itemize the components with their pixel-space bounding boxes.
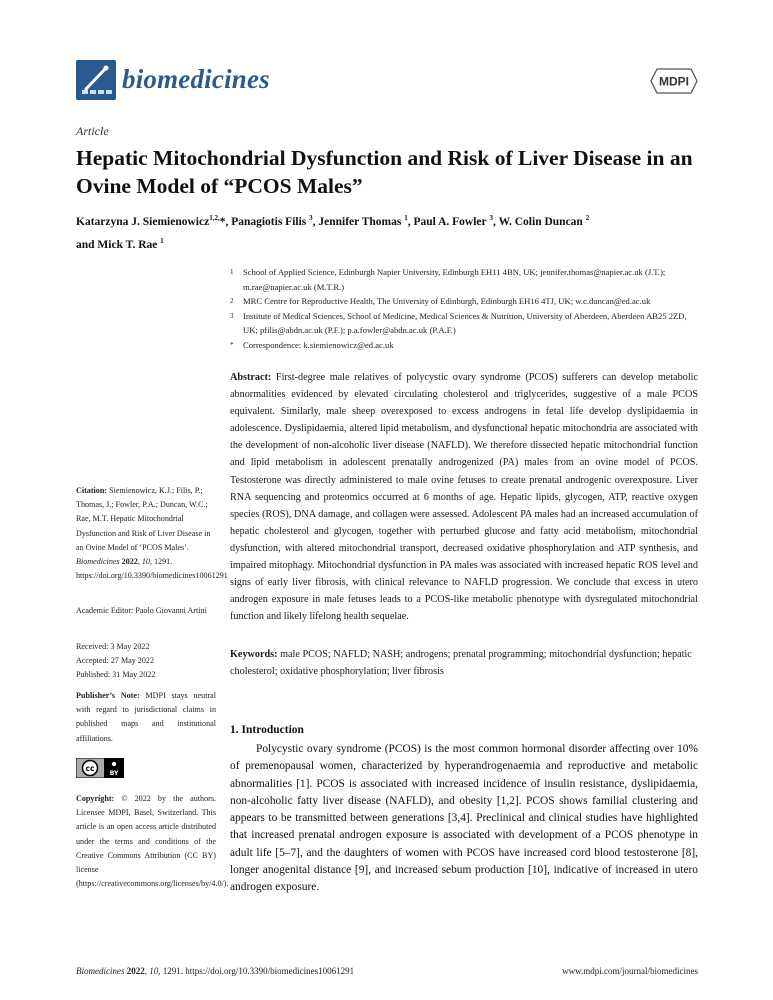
author-name: Paul A. Fowler bbox=[413, 215, 487, 228]
abstract-text: First-degree male relatives of polycystic ovary syndrome (PCOS) sufferers can develop metabolic abnormalities evidenced by elevated circulating cholesterol and triglycerides, suggestive of a male PCOS equivalent. Similarly, male sheep overexposed to excess androgens in fetal life develop dyslipidaemia in adolescence. Dyslipidaemia, altered lipid metabolism, and dysfunctional hepatic mitochondria are associated with the development of non-alcoholic liver disease (NAFLD). We therefore dissected hepatic mitochondrial function and lipid metabolism in adolescent prenatally androgenized (PA) males from an ovine model of PCOS. Testosterone was directly administered to male ovine fetuses to create prenatal androgenic overexposure. Liver RNA sequencing and proteomics occurred at 6 months of age. Hepatic lipids, glycogen, ATP, reactive oxygen species (ROS), DNA damage, and collagen were assessed. Adolescent PA males had an increased accumulation of hepatic cholesterol and glycogen, together with perturbed glucose and fatty acid metabolism, mitochondrial dysfunction, with altered mitochondrial transport, decreased oxidative phosphorylation and ATP synthesis, and impaired mitophagy. Mitochondrial dysfunction in PA males was associated with increased hepatic ROS level and signs of early liver fibrosis, with clinical relevance to NAFLD progression. We conclude that excess in utero androgen exposure in male fetuses leads to a PCOS-like metabolic phenotype with dysregulated mitochondrial function and likely lifelong health sequelae. bbox=[230, 372, 699, 623]
academic-editor: Academic Editor: Paolo Giovanni Artini bbox=[76, 606, 207, 615]
author-name: Mick T. Rae bbox=[97, 238, 158, 251]
copyright: Copyright: © 2022 by the authors. Licensee MDPI, Basel, Switzerland. This article is an open access article distributed under the terms and conditions of the Creative Commons Attribution (CC BY) license (https://creativecommons.org/licenses/by/4.0/). bbox=[76, 794, 229, 889]
author-name: Jennifer Thomas bbox=[318, 215, 402, 228]
accepted-date: Accepted: 27 May 2022 bbox=[76, 656, 154, 666]
publisher-note: Publisher’s Note: MDPI stays neutral with regard to jurisdictional claims in published maps and institutional affiliations. bbox=[76, 691, 216, 743]
received-date: Received: 3 May 2022 bbox=[76, 642, 150, 651]
dates bbox=[76, 640, 216, 683]
author-name: Panagiotis Filis bbox=[231, 215, 307, 228]
author-name: W. Colin Duncan bbox=[498, 215, 583, 228]
keywords bbox=[230, 646, 698, 680]
journal-name: biomedicines bbox=[122, 64, 270, 94]
mdpi-logo bbox=[649, 66, 699, 96]
footer-journal-url[interactable]: www.mdpi.com/journal/biomedicines bbox=[562, 966, 698, 976]
published-date: Published: 31 May 2022 bbox=[76, 670, 156, 680]
section-heading: 1. Introduction bbox=[230, 724, 304, 736]
keywords-label: Keywords: bbox=[230, 649, 278, 660]
introduction-paragraph: Polycystic ovary syndrome (PCOS) is the most common hormonal disorder affecting over 10% of premenopausal women, characterized by hyperandrogenaemia and reproductive and metabolic abnormalities [1]. PCOS is associated with increased incidence of insulin resistance, dyslipidaemia, non-alcoholic fatty liver disease (NAFLD), and obesity [1,2]. PCOS shows familial clustering and appears to be transmitted between generations [3,4]. Preclinical and clinical studies have highlighted that increased prenatal androgen exposure is associated with development of a PCOS phenotype in adult life [5–7], and the daughters of women with PCOS have increased cord blood testosterone [8], longer anogenital distance [9], and increased sebum production [10], indicative of increased in utero androgen exposure. bbox=[230, 743, 698, 894]
author-list: Katarzyna J. Siemienowicz$^{1,2,}$*, Panagiotis Filis $^3$, Jennifer Thomas $^1$, Paul A. Fowler $^3$, W. Colin Duncan $^2$ and Mick T. Rae $^1$ bbox=[76, 214, 590, 251]
abstract-label: Abstract: bbox=[230, 372, 272, 383]
affiliation-item: 1 School of Applied Science, Edinburgh Napier University, Edinburgh EH11 4BN, UK; jennifer.thomas@napier.ac.uk (J.T.); m.rae@napier.ac.uk (M.T.R.) bbox=[230, 267, 666, 292]
affiliation-item: 2 MRC Centre for Reproductive Health, The University of Edinburgh, Edinburgh EH16 4TJ, UK; w.c.duncan@ed.ac.uk bbox=[230, 296, 651, 307]
svg-text:cc: cc bbox=[85, 764, 95, 773]
affiliations bbox=[230, 265, 700, 353]
article-type: Article bbox=[76, 124, 109, 138]
citation: Citation: Siemienowicz, K.J.; Filis, P.; Thomas, J.; Fowler, P.A.; Duncan, W.C.; Rae, M.T. Hepatic Mitochondrial Dysfunction and Risk of Liver Disease in an Ovine Model of ‘PCOS Males’. Biomedicines 2022, 10, 1291. https://doi.org/10.3390/biomedicines10061291 bbox=[76, 486, 228, 581]
author-name: Katarzyna J. Siemienowicz bbox=[76, 215, 210, 228]
article-title: Hepatic Mitochondrial Dysfunction and Risk of Liver Disease in an Ovine Model of “PCOS Males” bbox=[76, 146, 693, 198]
keywords-text: male PCOS; NAFLD; NASH; androgens; prenatal programming; mitochondrial dysfunction; hepatic cholesterol; oxidative phosphorylation; liver fibrosis bbox=[230, 649, 692, 677]
abstract bbox=[230, 369, 698, 625]
cc-by-license-icon[interactable] bbox=[76, 758, 124, 778]
svg-text:BY: BY bbox=[109, 770, 119, 777]
footer-citation: Biomedicines 2022, 10, 1291. https://doi.org/10.3390/biomedicines10061291 bbox=[76, 966, 355, 976]
correspondence: * Correspondence: k.siemienowicz@ed.ac.uk bbox=[230, 339, 394, 350]
affiliation-item: 3 Institute of Medical Sciences, School of Medicine, Medical Sciences & Nutrition, University of Aberdeen, Aberdeen AB25 2ZD, UK; pfilis@abdn.ac.uk (P.F.); p.a.fowler@abdn.ac.uk (P.A.F.) bbox=[230, 310, 687, 336]
mdpi-logo-text: MDPI bbox=[659, 74, 689, 89]
journal-logo-icon bbox=[76, 60, 116, 100]
